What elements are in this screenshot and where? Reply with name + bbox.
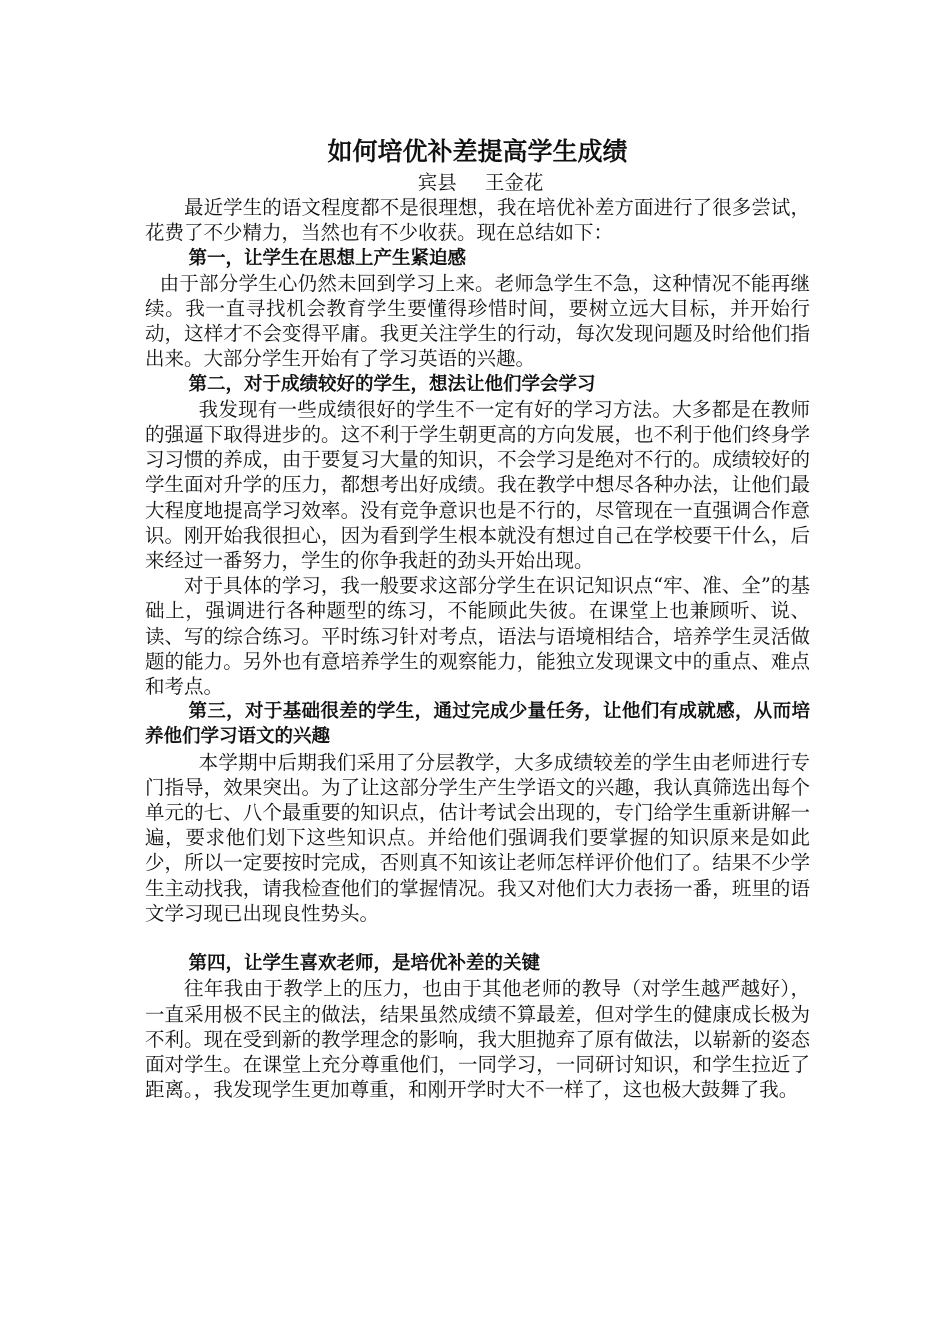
section-2-paragraph-2: 对于具体的学习，我一般要求这部分学生在识记知识点“牢、准、全”的基础上，强调进行各种题型的练习，不能顾此失彼。在课堂上也兼顾听、说、读、写的综合练习。平时练习针对考点，语法与语境相结合，培养学生灵活做题的能力。另外也有意培养学生的观察能力，能独立发现课文中的重点、难点和考点。 — [145, 574, 810, 699]
intro-paragraph: 最近学生的语文程度都不是很理想，我在培优补差方面进行了很多尝试，花费了不少精力，当然也有不少收获。现在总结如下： — [145, 196, 810, 245]
author-line: 宾县 王金花 — [417, 171, 544, 194]
section-4-paragraph: 往年我由于教学上的压力，也由于其他老师的教导（对学生越严越好），一直采用极不民主的做法，结果虽然成绩不算最差，但对学生的健康成长极为不利。现在受到新的教学理念的影响，我大胆抛弃了原有做法，以崭新的姿态面对学生。在课堂上充分尊重他们，一同学习，一同研讨知识，和学生拉近了距离。，我发现学生更加尊重，和刚开学时大不一样了，这也极大鼓舞了我。 — [145, 977, 810, 1102]
section-4-heading: 第四，让学生喜欢老师，是培优补差的关键 — [188, 953, 540, 975]
section-3-paragraph: 本学期中后期我们采用了分层教学，大多成绩较差的学生由老师进行专门指导，效果突出。为了让这部分学生产生学语文的兴趣，我认真筛选出每个单元的七、八个最重要的知识点，估计考试会出现的，专门给学生重新讲解一遍，要求他们划下这些知识点。并给他们强调我们要掌握的知识原来是如此少，所以一定要按时完成，否则真不知该让老师怎样评价他们了。结果不少学生主动找我，请我检查他们的掌握情况。我又对他们大力表扬一番，班里的语文学习现已出现良性势头。 — [145, 750, 810, 925]
section-1-heading: 第一，让学生在思想上产生紧迫感 — [188, 247, 466, 269]
section-1-paragraph: 由于部分学生心仍然未回到学习上来。老师急学生不急，这种情况不能再继续。我一直寻找机会教育学生要懂得珍惜时间，要树立远大目标，并开始行动，这样才不会变得平庸。我更关注学生的行动，每次发现问题及时给他们指出来。大部分学生开始有了学习英语的兴趣。 — [145, 271, 810, 371]
section-2-heading: 第二，对于成绩较好的学生，想法让他们学会学习 — [188, 373, 596, 395]
document-page — [145, 128, 810, 1102]
section-3-heading: 第三，对于基础很差的学生，通过完成少量任务，让他们有成就感，从而培养他们学习语文的兴趣 — [145, 701, 810, 748]
blank-line — [145, 926, 810, 951]
document-title: 如何培优补差提高学生成绩 — [327, 137, 628, 166]
section-2-paragraph-1: 我发现有一些成绩很好的学生不一定有好的学习方法。大多都是在教师的强逼下取得进步的。这不利于学生朝更高的方向发展，也不利于他们终身学习习惯的养成，由于要复习大量的知识，不会学习是绝对不行的。成绩较好的学生面对升学的压力，都想考出好成绩。我在教学中想尽各种办法，让他们最大程度地提高学习效率。没有竞争意识也是不行的，尽管现在一直强调合作意识。刚开始我很担心，因为看到学生根本就没有想过自己在学校要干什么，后来经过一番努力，学生的你争我赶的劲头开始出现。 — [145, 397, 810, 573]
